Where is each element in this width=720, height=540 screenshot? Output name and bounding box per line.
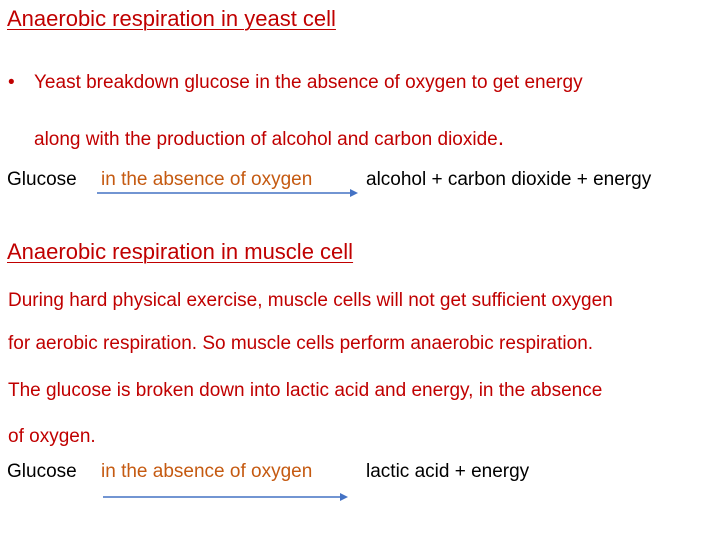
- muscle-eq-condition: in the absence of oxygen: [101, 461, 313, 482]
- yeast-bullet-line1: Yeast breakdown glucose in the absence of oxygen to get energy: [34, 72, 583, 93]
- muscle-para1-line2: for aerobic respiration. So muscle cells perform anaerobic respiration.: [8, 333, 594, 354]
- yeast-eq-products: alcohol + carbon dioxide + energy: [366, 169, 652, 190]
- yeast-eq-condition: in the absence of oxygen: [101, 169, 313, 190]
- bullet-marker: •: [8, 72, 15, 93]
- muscle-heading: Anaerobic respiration in muscle cell: [7, 239, 354, 264]
- muscle-eq-reactant: Glucose: [7, 461, 77, 482]
- muscle-eq-products: lactic acid + energy: [366, 461, 530, 482]
- yeast-bullet-line2: along with the production of alcohol and carbon dioxide: [34, 129, 498, 150]
- muscle-para2-line2: of oxygen.: [8, 426, 96, 447]
- yeast-heading: Anaerobic respiration in yeast cell: [7, 6, 336, 31]
- yeast-eq-reactant: Glucose: [7, 169, 77, 190]
- muscle-reaction-arrow: [102, 490, 352, 504]
- yeast-bullet-end: .: [497, 124, 505, 150]
- muscle-para1-line1: During hard physical exercise, muscle cells will not get sufficient oxygen: [8, 290, 613, 311]
- yeast-reaction-arrow: [96, 186, 362, 200]
- muscle-para2-line1: The glucose is broken down into lactic acid and energy, in the absence: [8, 380, 603, 401]
